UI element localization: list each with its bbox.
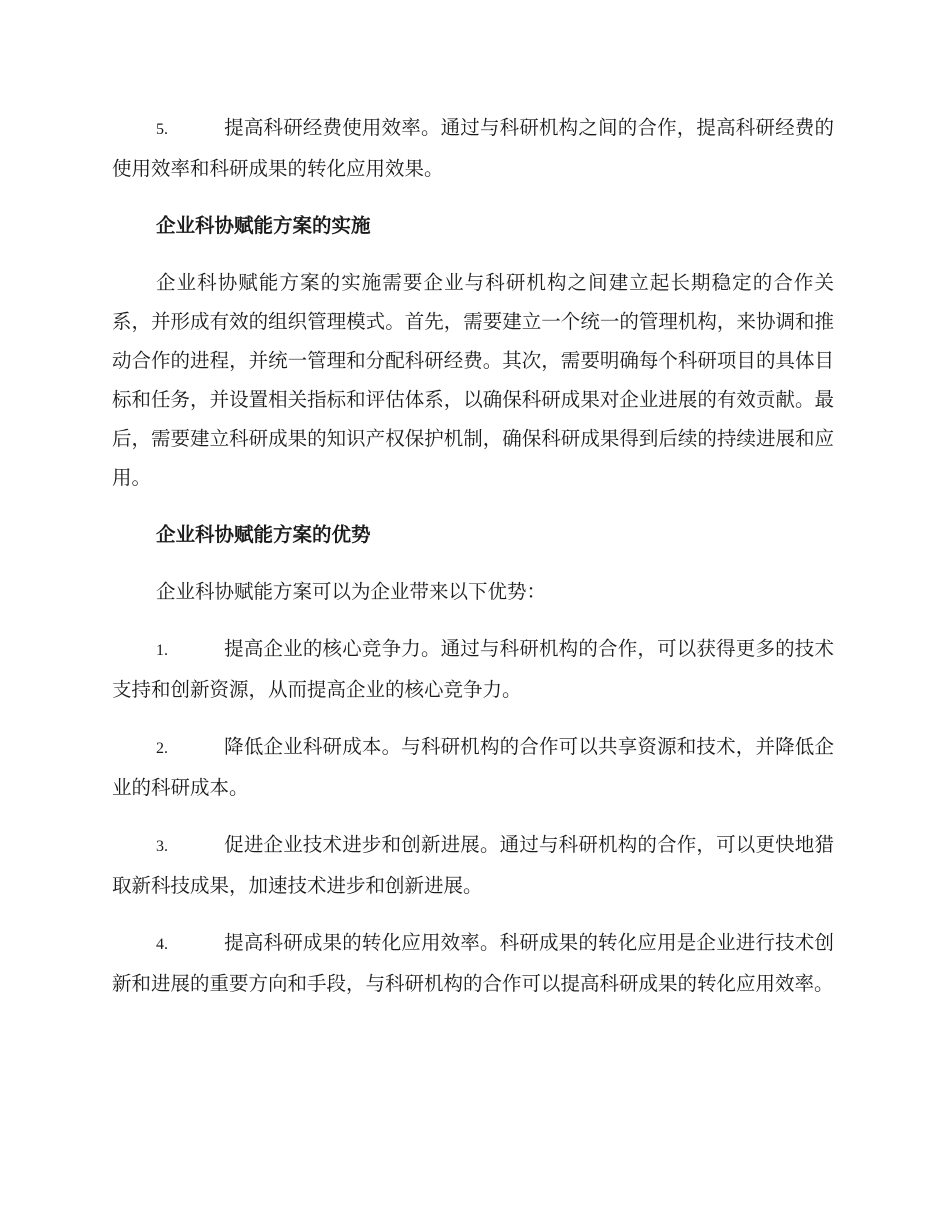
- list-item-3: [112, 825, 834, 905]
- list-item-text: 降低企业科研成本。与科研机构的合作可以共享资源和技术，并降低企业的科研成本。: [112, 735, 834, 799]
- list-item-text: 提高科研经费使用效率。通过与科研机构之间的合作，提高科研经费的使用效率和科研成果的转化应用效果。: [112, 116, 834, 180]
- list-item-2: [112, 727, 834, 807]
- list-number: 4.: [156, 936, 168, 953]
- paragraph-advantages-intro: 企业科协赋能方案可以为企业带来以下优势：: [156, 580, 547, 603]
- list-item-1: [112, 629, 834, 709]
- paragraph-implementation: 企业科协赋能方案的实施需要企业与科研机构之间建立起长期稳定的合作关系，并形成有效的组织管理模式。首先，需要建立一个统一的管理机构，来协调和推动合作的进程，并统一管理和分配科研经费。其次，需要明确每个科研项目的具体目标和任务，并设置相关指标和评估体系，以确保科研成果对企业进展的有效贡献。最后，需要建立科研成果的知识产权保护机制，确保科研成果得到后续的持续进展和应用。: [112, 271, 834, 489]
- document-page: [112, 108, 834, 1021]
- list-item-5: [112, 108, 834, 188]
- list-item-4: [112, 923, 834, 1003]
- list-number: 2.: [156, 740, 168, 757]
- list-number: 1.: [156, 642, 168, 659]
- list-item-text: 提高企业的核心竞争力。通过与科研机构的合作，可以获得更多的技术支持和创新资源，从而提高企业的核心竞争力。: [112, 637, 834, 701]
- list-item-text: 促进企业技术进步和创新进展。通过与科研机构的合作，可以更快地猎取新科技成果，加速技术进步和创新进展。: [112, 833, 834, 897]
- list-number: 5.: [156, 121, 168, 138]
- list-item-text: 提高科研成果的转化应用效率。科研成果的转化应用是企业进行技术创新和进展的重要方向和手段，与科研机构的合作可以提高科研成果的转化应用效率。: [112, 931, 834, 995]
- section-heading-advantages: 企业科协赋能方案的优势: [156, 523, 371, 546]
- section-heading-implementation: 企业科协赋能方案的实施: [156, 214, 371, 237]
- list-number: 3.: [156, 838, 168, 855]
